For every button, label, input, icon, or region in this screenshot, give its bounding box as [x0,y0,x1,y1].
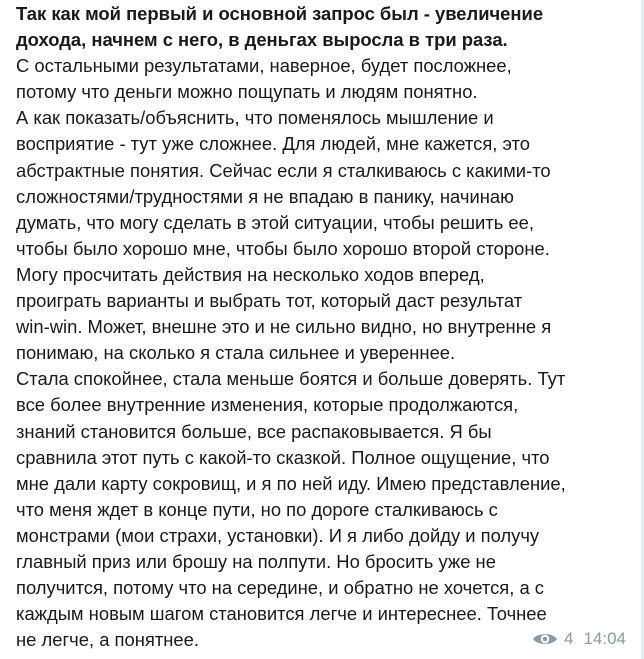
text-line: С остальными результатами, наверное, будет посложнее, [16,55,512,77]
text-line: потому что деньги можно пощупать и людям понятно. [16,81,478,103]
heading-line: дохода, начнем с него, в деньгах выросла в три раза. [16,29,508,51]
text-line: не легче, а понятнее. [16,629,199,651]
message-heading [16,0,638,53]
text-line: А как показать/объяснить, что поменялось мышление и [16,107,494,129]
text-line: понимаю, на сколько я стала сильнее и увереннее. [16,342,456,364]
text-line: что меня ждет в конце пути, но по дороге сталкиваюсь с [16,498,498,520]
message-meta [532,629,626,649]
text-line: Стала спокойнее, стала меньше боятся и больше доверять. Тут [16,368,566,390]
message-paragraph-2 [16,105,638,366]
text-line: знаний становится больше, все распаковывается. Я бы [16,420,492,442]
text-line: абстрактные понятия. Сейчас если я сталкиваюсь с какими-то [16,159,551,181]
message-paragraph-1 [16,53,638,105]
eye-icon [532,631,558,647]
message-time: 14:04 [583,629,626,648]
message-paragraph-3 [16,366,638,653]
text-line: сравнила этот путь с какой-то сказкой. Полное ощущение, что [16,446,550,468]
text-line: монстрами (мои страхи, установки). И я либо дойду и получу [16,524,540,546]
text-line: чтобы было хорошо мне, чтобы было хорошо второй стороне. [16,237,550,259]
heading-line: Так как мой первый и основной запрос был - увеличение [16,3,544,24]
view-count: 4 [563,629,574,648]
text-line: восприятие - тут уже сложнее. Для людей, мне кажется, это [16,133,530,155]
text-line: Могу просчитать действия на несколько ходов вперед, [16,263,485,285]
text-line: думать, что могу сделать в этой ситуации, чтобы решить ее, [16,211,534,233]
text-line: win-win. Может, внешне это и не сильно видно, но внутренне я [16,316,552,338]
text-line: сложностями/трудностями я не впадаю в панику, начинаю [16,185,514,207]
text-line: получится, потому что на середине, и обратно не хочется, а с [16,577,544,599]
text-line: все более внутренние изменения, которые продолжаются, [16,394,519,416]
text-line: каждым новым шагом становится легче и интереснее. Точнее [16,603,547,625]
text-line: главный приз или брошу на полпути. Но бросить уже не [16,550,496,572]
text-line: мне дали карту сокровищ, и я по ней иду. Имею представление, [16,472,566,494]
text-line: проиграть варианты и выбрать тот, который даст результат [16,290,523,312]
